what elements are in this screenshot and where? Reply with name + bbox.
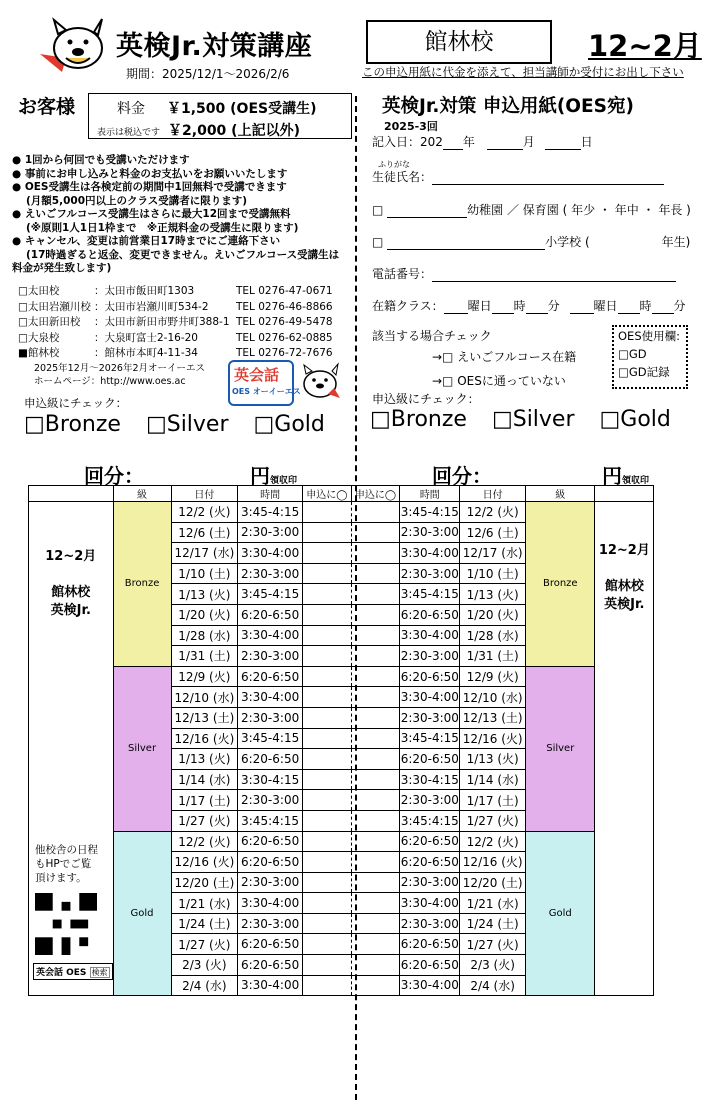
day-field[interactable] [545, 135, 581, 150]
date-cell: 1/31 (土) [460, 646, 526, 667]
date-cell: 12/6 (土) [171, 522, 238, 543]
check-label-left: 申込級にチェック： [24, 396, 128, 410]
apply-cell[interactable] [302, 872, 351, 893]
date-cell: 12/2 (火) [171, 502, 238, 523]
date-cell: 12/6 (土) [460, 522, 526, 543]
date-cell: 12/17 (水) [460, 543, 526, 564]
time-cell: 3:45-4:15 [400, 502, 460, 523]
date-cell: 12/16 (火) [171, 852, 238, 873]
elementary-row: □ 小学校 ( 年生) [372, 235, 691, 249]
class-day2-field[interactable] [570, 299, 594, 314]
time-cell: 2:30-3:00 [400, 646, 460, 667]
fullcourse-checkbox[interactable]: →□ えいごフルコース在籍 [432, 350, 577, 364]
class-hour2-field[interactable] [618, 299, 640, 314]
date-cell: 1/27 (火) [171, 934, 238, 955]
apply-cell[interactable] [302, 749, 351, 770]
time-cell: 6:20-6:50 [400, 666, 460, 687]
checkbox-silver[interactable]: □Silver [491, 407, 575, 432]
check-heading: 該当する場合チェック [372, 329, 492, 343]
time-cell: 2:30-3:00 [400, 913, 460, 934]
apply-cell[interactable] [302, 666, 351, 687]
course-period: 期間：2025/12/1〜2026/2/6 [126, 67, 290, 81]
date-cell: 12/13 (土) [171, 707, 238, 728]
apply-cell[interactable] [351, 584, 400, 605]
time-cell: 3:30-4:00 [238, 975, 303, 996]
copyright: 2025年12月〜2026年2月オーイーエス [34, 363, 205, 374]
time-cell: 6:20-6:50 [238, 852, 303, 873]
year-field[interactable] [443, 135, 463, 150]
date-cell: 12/16 (火) [171, 728, 238, 749]
check-label-right: 申込級にチェック： [372, 392, 480, 406]
date-cell: 1/20 (火) [460, 604, 526, 625]
level-label: Gold [113, 831, 171, 996]
date-cell: 12/9 (火) [171, 666, 238, 687]
time-cell: 2:30-3:00 [400, 872, 460, 893]
apply-cell[interactable] [351, 543, 400, 564]
time-cell: 6:20-6:50 [400, 852, 460, 873]
date-cell: 1/27 (火) [460, 810, 526, 831]
apply-cell[interactable] [351, 913, 400, 934]
time-cell: 3:45-4:15 [238, 728, 303, 749]
time-cell: 2:30-3:00 [400, 563, 460, 584]
time-cell: 6:20-6:50 [238, 831, 303, 852]
school-row: ■館林校 ：館林市本町4-11-34 TEL 0276-72-7676 [18, 347, 333, 359]
class-row: 在籍クラス： 曜日 時 分 曜日 時 分 [372, 299, 686, 313]
level-label: Silver [526, 666, 595, 831]
time-cell: 3:45-4:15 [238, 584, 303, 605]
apply-cell[interactable] [302, 831, 351, 852]
class-min-field[interactable] [526, 299, 548, 314]
time-cell: 3:30-4:00 [238, 893, 303, 914]
school-row: □大泉校 ：大泉町富士2-16-20 TEL 0276-62-0885 [18, 331, 333, 344]
school-row: □太田岩瀬川校 ：太田市岩瀬川町534-2 TEL 0276-46-8866 [18, 300, 333, 313]
class-day-field[interactable] [444, 299, 468, 314]
time-cell: 3:30-4:00 [400, 543, 460, 564]
apply-cell[interactable] [302, 563, 351, 584]
date-cell: 1/10 (土) [171, 563, 238, 584]
tax-note: 表示は税込です [97, 128, 161, 138]
apply-cell[interactable] [351, 728, 400, 749]
logo-text: 英会話 [234, 366, 280, 384]
search-button[interactable]: 検索 [91, 968, 108, 977]
time-cell: 2:30-3:00 [400, 790, 460, 811]
bullet-subnote: 料金が発生致します) [12, 262, 112, 274]
oes-logo [228, 360, 346, 404]
apply-cell[interactable] [302, 584, 351, 605]
fee-oes: ￥1,500 (OES受講生) [167, 101, 317, 117]
school-list [18, 284, 333, 362]
bullet-item: ● OES受講生は各検定前の期間中1回無料で受講できます [12, 181, 287, 193]
apply-cell[interactable] [351, 563, 400, 584]
apply-cell[interactable] [302, 502, 351, 523]
date-cell: 2/4 (水) [171, 975, 238, 996]
time-cell: 2:30-3:00 [238, 872, 303, 893]
customer-heading: お客様 [18, 96, 76, 118]
class-min2-field[interactable] [652, 299, 674, 314]
checkbox-bronze[interactable]: □Bronze [24, 412, 121, 437]
time-cell: 2:30-3:00 [238, 707, 303, 728]
side-label-right: 12~2月 館林校 英検Jr. [595, 502, 654, 996]
time-cell: 3:30-4:00 [400, 625, 460, 646]
fee-label: 料金 [117, 101, 145, 117]
date-cell: 1/17 (土) [460, 790, 526, 811]
school-row: □太田校 ：太田市飯田町1303 TEL 0276-47-0671 [18, 285, 333, 297]
schedule-table [28, 485, 724, 996]
apply-cell[interactable] [351, 502, 400, 523]
time-cell: 3:30-4:00 [238, 687, 303, 708]
time-cell: 3:45:4:15 [400, 810, 460, 831]
date-cell: 1/27 (火) [171, 810, 238, 831]
apply-cell[interactable] [302, 543, 351, 564]
time-cell: 6:20-6:50 [400, 749, 460, 770]
level-checks-left [24, 412, 343, 437]
time-cell: 6:20-6:50 [238, 934, 303, 955]
bullet-subnote: (17時過ぎると返金、変更できません。えいごフルコース受講生は [26, 248, 340, 261]
time-cell: 2:30-3:00 [238, 913, 303, 934]
apply-cell[interactable] [302, 522, 351, 543]
time-cell: 2:30-3:00 [400, 522, 460, 543]
date-cell: 12/2 (火) [460, 831, 526, 852]
month-field[interactable] [487, 135, 523, 150]
months-label: 12~2月 [588, 29, 702, 63]
date-cell: 2/3 (火) [460, 955, 526, 976]
apply-cell[interactable] [351, 707, 400, 728]
apply-cell[interactable] [351, 831, 400, 852]
bulldog-logo-icon [298, 362, 342, 402]
kindergarten-field[interactable] [387, 203, 467, 218]
apply-cell[interactable] [351, 522, 400, 543]
apply-cell[interactable] [351, 646, 400, 667]
apply-cell[interactable] [302, 955, 351, 976]
school-row: □太田新田校 ：太田市新田市野井町388-1 TEL 0276-49-5478 [18, 316, 333, 328]
date-cell: 1/13 (火) [171, 584, 238, 605]
level-label: Bronze [113, 502, 171, 667]
apply-cell[interactable] [351, 769, 400, 790]
date-cell: 2/3 (火) [171, 955, 238, 976]
date-cell: 1/28 (水) [171, 625, 238, 646]
kindergarten-checkbox[interactable]: □ [372, 203, 384, 217]
date-cell: 1/21 (水) [171, 893, 238, 914]
time-cell: 3:45-4:15 [400, 584, 460, 605]
apply-cell[interactable] [302, 810, 351, 831]
phone-row: 電話番号： [372, 265, 676, 282]
bullet-item: ● えいごフルコース受講生はさらに最大12回まで受講無料 [12, 208, 291, 220]
qr-code-icon [35, 893, 97, 955]
apply-cell[interactable] [351, 666, 400, 687]
date-cell: 12/2 (火) [171, 831, 238, 852]
time-cell: 3:30-4:15 [238, 769, 303, 790]
date-cell: 1/14 (水) [171, 769, 238, 790]
apply-cell[interactable] [351, 955, 400, 976]
branch-box: 館林校 [366, 20, 552, 64]
apply-cell[interactable] [302, 790, 351, 811]
date-cell: 1/24 (土) [460, 913, 526, 934]
level-label: Silver [113, 666, 171, 831]
submit-instruction: この申込用紙に代金を添えて、担当講師か受付にお出し下さい [362, 65, 684, 79]
bullet-item: ● キャンセル、変更は前営業日17時までにご連絡下さい [12, 235, 281, 247]
side-blank [29, 666, 114, 831]
date-cell: 1/13 (火) [460, 584, 526, 605]
student-name-row: 生徒氏名： [372, 168, 664, 185]
elementary-checkbox[interactable]: □ [372, 235, 384, 249]
page-title: 英検Jr.対策講座 [116, 31, 313, 62]
date-cell: 12/2 (火) [460, 502, 526, 523]
checkbox-bronze[interactable]: □Bronze [370, 407, 467, 432]
date-cell: 1/24 (土) [171, 913, 238, 934]
date-cell: 1/17 (土) [171, 790, 238, 811]
level-checks-right [370, 407, 689, 432]
elementary-field[interactable] [387, 235, 545, 250]
entry-date: 記入日：202 年 月 日 [372, 135, 593, 149]
checkbox-gold[interactable]: □Gold [599, 407, 671, 432]
apply-cell[interactable] [302, 934, 351, 955]
time-cell: 2:30-3:00 [238, 790, 303, 811]
apply-cell[interactable] [351, 604, 400, 625]
time-cell: 3:30-4:00 [400, 893, 460, 914]
apply-cell[interactable] [302, 707, 351, 728]
student-name-field[interactable] [432, 170, 664, 185]
apply-cell[interactable] [351, 687, 400, 708]
checkbox-gold[interactable]: □Gold [253, 412, 325, 437]
bulldog-mascot-icon [36, 14, 112, 82]
time-cell: 6:20-6:50 [238, 666, 303, 687]
logo-sub: OES オーイーエス [232, 387, 301, 396]
date-cell: 1/28 (水) [460, 625, 526, 646]
apply-cell[interactable] [351, 810, 400, 831]
apply-cell[interactable] [351, 790, 400, 811]
date-cell: 12/20 (土) [171, 872, 238, 893]
fee-box [88, 93, 352, 139]
date-cell: 12/20 (土) [460, 872, 526, 893]
apply-cell[interactable] [351, 934, 400, 955]
time-cell: 6:20-6:50 [400, 934, 460, 955]
time-cell: 6:20-6:50 [238, 749, 303, 770]
bullet-item: ● 事前にお申し込みと料金のお支払いをお願いいたします [12, 167, 288, 180]
apply-cell[interactable] [302, 687, 351, 708]
apply-cell[interactable] [302, 604, 351, 625]
apply-cell[interactable] [302, 769, 351, 790]
form-title: 英検Jr.対策 申込用紙(OES宛) [382, 96, 634, 117]
apply-cell[interactable] [302, 852, 351, 873]
bullet-item: ● 1回から何回でも受講いただけます [12, 154, 190, 166]
date-cell: 12/17 (水) [171, 543, 238, 564]
receipt-count-right: 回分： [432, 464, 492, 488]
apply-cell[interactable] [351, 749, 400, 770]
info-bullets [12, 154, 352, 276]
search-box[interactable]: 英会話 OES 検索 [33, 963, 113, 980]
receipt-yen-right: 円領収印 [602, 464, 650, 488]
apply-cell[interactable] [351, 893, 400, 914]
time-cell: 3:30-4:00 [238, 625, 303, 646]
time-cell: 3:30-4:15 [400, 769, 460, 790]
apply-cell[interactable] [351, 625, 400, 646]
side-label-left: 12~2月 館林校 英検Jr. [29, 502, 114, 667]
date-cell: 1/31 (土) [171, 646, 238, 667]
time-cell: 2:30-3:00 [400, 707, 460, 728]
time-cell: 3:30-4:00 [238, 543, 303, 564]
date-cell: 12/16 (火) [460, 728, 526, 749]
bullet-subnote: (月額5,000円以上のクラス受講者に限ります) [26, 194, 247, 207]
kindergarten-row: □ 幼稚園 ／ 保育園 ( 年少 ・ 年中 ・ 年長 ) [372, 203, 691, 217]
furigana-label: ふりがな [378, 160, 410, 169]
footer-info [34, 362, 205, 388]
apply-cell[interactable] [351, 852, 400, 873]
date-cell: 2/4 (水) [460, 975, 526, 996]
class-hour-field[interactable] [492, 299, 514, 314]
apply-cell[interactable] [302, 913, 351, 934]
date-cell: 12/13 (土) [460, 707, 526, 728]
table-header: 級 日付 時間 申込に◯ 申込に◯ 時間 日付 級 [29, 486, 724, 502]
oes-use-box: OES使用欄: □GD □GD記録 [612, 325, 688, 389]
apply-cell[interactable] [351, 975, 400, 996]
apply-cell[interactable] [302, 728, 351, 749]
date-cell: 1/20 (火) [171, 604, 238, 625]
bullet-subnote: (※原則1人1日1枠まで ※正規料金の受講生に限ります) [26, 221, 299, 234]
apply-cell[interactable] [302, 975, 351, 996]
time-cell: 2:30-3:00 [238, 522, 303, 543]
level-label: Gold [526, 831, 595, 996]
date-cell: 12/9 (火) [460, 666, 526, 687]
apply-cell[interactable] [302, 893, 351, 914]
time-cell: 3:45:4:15 [238, 810, 303, 831]
apply-cell[interactable] [302, 625, 351, 646]
date-cell: 1/13 (火) [460, 749, 526, 770]
form-session: 2025-3回 [384, 120, 438, 133]
time-cell: 6:20-6:50 [400, 955, 460, 976]
date-cell: 1/13 (火) [171, 749, 238, 770]
time-cell: 3:30-4:00 [400, 975, 460, 996]
fee-other: ￥2,000 (上記以外) [168, 123, 300, 139]
time-cell: 3:30-4:00 [400, 687, 460, 708]
receipt-yen-left: 円領収印 [250, 464, 298, 488]
checkbox-silver[interactable]: □Silver [145, 412, 229, 437]
time-cell: 6:20-6:50 [238, 604, 303, 625]
receipt-count-left: 回分： [84, 464, 144, 488]
table-row [29, 502, 724, 523]
phone-field[interactable] [432, 267, 676, 282]
gd-checkbox[interactable]: □GD [618, 347, 647, 361]
date-cell: 1/14 (水) [460, 769, 526, 790]
time-cell: 2:30-3:00 [238, 646, 303, 667]
time-cell: 3:45-4:15 [400, 728, 460, 749]
date-cell: 1/21 (水) [460, 893, 526, 914]
time-cell: 2:30-3:00 [238, 563, 303, 584]
apply-cell[interactable] [302, 646, 351, 667]
gd-record-checkbox[interactable]: □GD記録 [618, 365, 670, 379]
time-cell: 6:20-6:50 [238, 955, 303, 976]
date-cell: 12/10 (水) [171, 687, 238, 708]
time-cell: 3:45-4:15 [238, 502, 303, 523]
level-label: Bronze [526, 502, 595, 667]
side-note: 他校舎の日程 もHPでご覧 頂けます。 英会話 OES 検索 [29, 831, 114, 996]
date-cell: 12/16 (火) [460, 852, 526, 873]
time-cell: 6:20-6:50 [400, 604, 460, 625]
date-cell: 1/10 (土) [460, 563, 526, 584]
homepage: ホームページ：http://www.oes.ac [34, 376, 186, 387]
date-cell: 12/10 (水) [460, 687, 526, 708]
apply-cell[interactable] [351, 872, 400, 893]
date-cell: 1/27 (火) [460, 934, 526, 955]
time-cell: 6:20-6:50 [400, 831, 460, 852]
not-oes-checkbox[interactable]: →□ OESに通っていない [432, 374, 566, 388]
